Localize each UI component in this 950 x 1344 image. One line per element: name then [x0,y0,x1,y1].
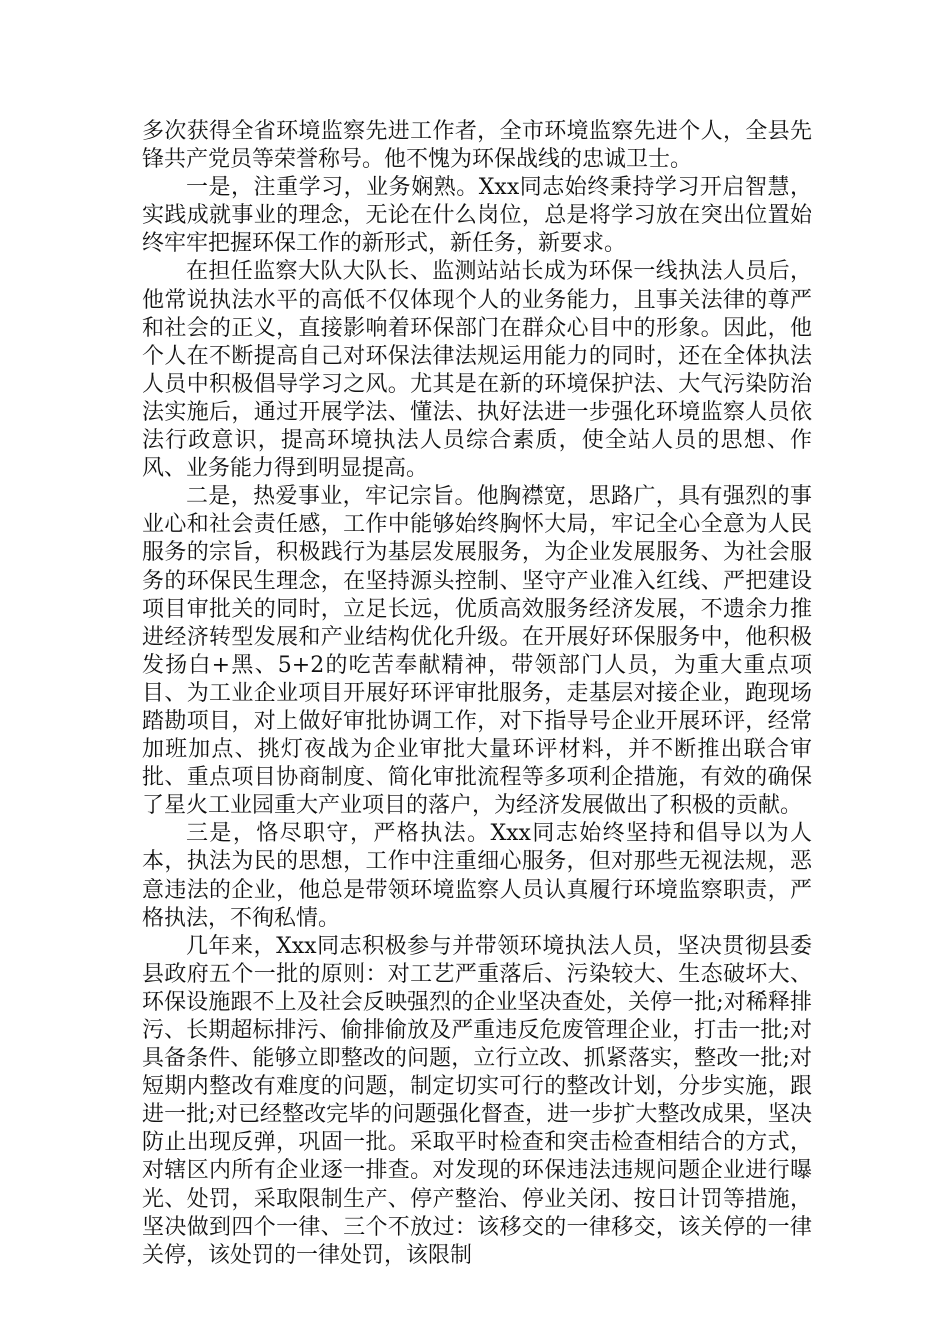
document-body [142,118,812,1270]
paragraph-strict-enforcement: 三是，恪尽职守，严格执法。Xxx同志始终坚持和倡导以为人本，执法为民的思想，工作中注重细心服务，但对那些无视法规，恶意违法的企业，他总是带领环境监察人员认真履行环境监察职责，严格执法，不徇私情。 [142,821,812,931]
paragraph-continuation: 多次获得全省环境监察先进工作者，全市环境监察先进个人，全县先锋共产党员等荣誉称号。他不愧为环保战线的忠诚卫士。 [142,119,812,173]
paragraph-dedication: 二是，热爱事业，牢记宗旨。他胸襟宽，思路广，具有强烈的事业心和社会责任感，工作中能够始终胸怀大局，牢记全心全意为人民服务的宗旨，积极践行为基层发展服务，为企业发展服务、为社会服务的环保民生理念，在坚持源头控制、坚守产业准入红线、严把建设项目审批关的同时，立足长远，优质高效服务经济发展，不遗余力推进经济转型发展和产业结构优化升级。在开展好环保服务中，他积极发扬白+黑、5+2的吃苦奉献精神，带领部门人员，为重大重点项目、为工业企业项目开展好环评审批服务，走基层对接企业，跑现场踏勘项目，对上做好审批协调工作，对下指导号企业开展环评，经常加班加点、挑灯夜战为企业审批大量环评材料，并不断推出联合审批、重点项目协商制度、简化审批流程等多项利企措施，有效的确保了星火工业园重大产业项目的落户，为经济发展做出了积极的贡献。 [142,484,812,819]
paragraph-five-batches: 几年来，Xxx同志积极参与并带领环境执法人员，坚决贯彻县委县政府五个一批的原则：对工艺严重落后、污染较大、生态破坏大、环保设施跟不上及社会反映强烈的企业坚决查处，关停一批;对稀释排污、长期超标排污、偷排偷放及严重违反危废管理企业，打击一批;对具备条件、能够立即整改的问题，立行立改、抓紧落实，整改一批;对短期内整改有难度的问题，制定切实可行的整改计划，分步实施，跟进一批;对已经整改完毕的问题强化督查，进一步扩大整改成果，坚决防止出现反弹，巩固一批。采取平时检查和突击检查相结合的方式，对辖区内所有企业逐一排查。对发现的环保违法违规问题企业进行曝光、处罚，采取限制生产、停产整治、停业关闭、按日计罚等措施，坚决做到四个一律、三个不放过：该移交的一律移交，该关停的一律关停，该处罚的一律处罚，该限制 [142,933,812,1268]
paragraph-law-enforcement-learning: 在担任监察大队大队长、监测站站长成为环保一线执法人员后，他常说执法水平的高低不仅体现个人的业务能力，且事关法律的尊严和社会的正义，直接影响着环保部门在群众心目中的形象。因此，他个人在不断提高自己对环保法律法规运用能力的同时，还在全体执法人员中积极倡导学习之风。尤其是在新的环境保护法、大气污染防治法实施后，通过开展学法、懂法、执好法进一步强化环境监察人员依法行政意识，提高环境执法人员综合素质，使全站人员的思想、作风、业务能力得到明显提高。 [142,259,812,482]
paragraph-study: 一是，注重学习，业务娴熟。Xxx同志始终秉持学习开启智慧，实践成就事业的理念，无论在什么岗位，总是将学习放在突出位置始终牢牢把握环保工作的新形式，新任务，新要求。 [142,175,812,257]
